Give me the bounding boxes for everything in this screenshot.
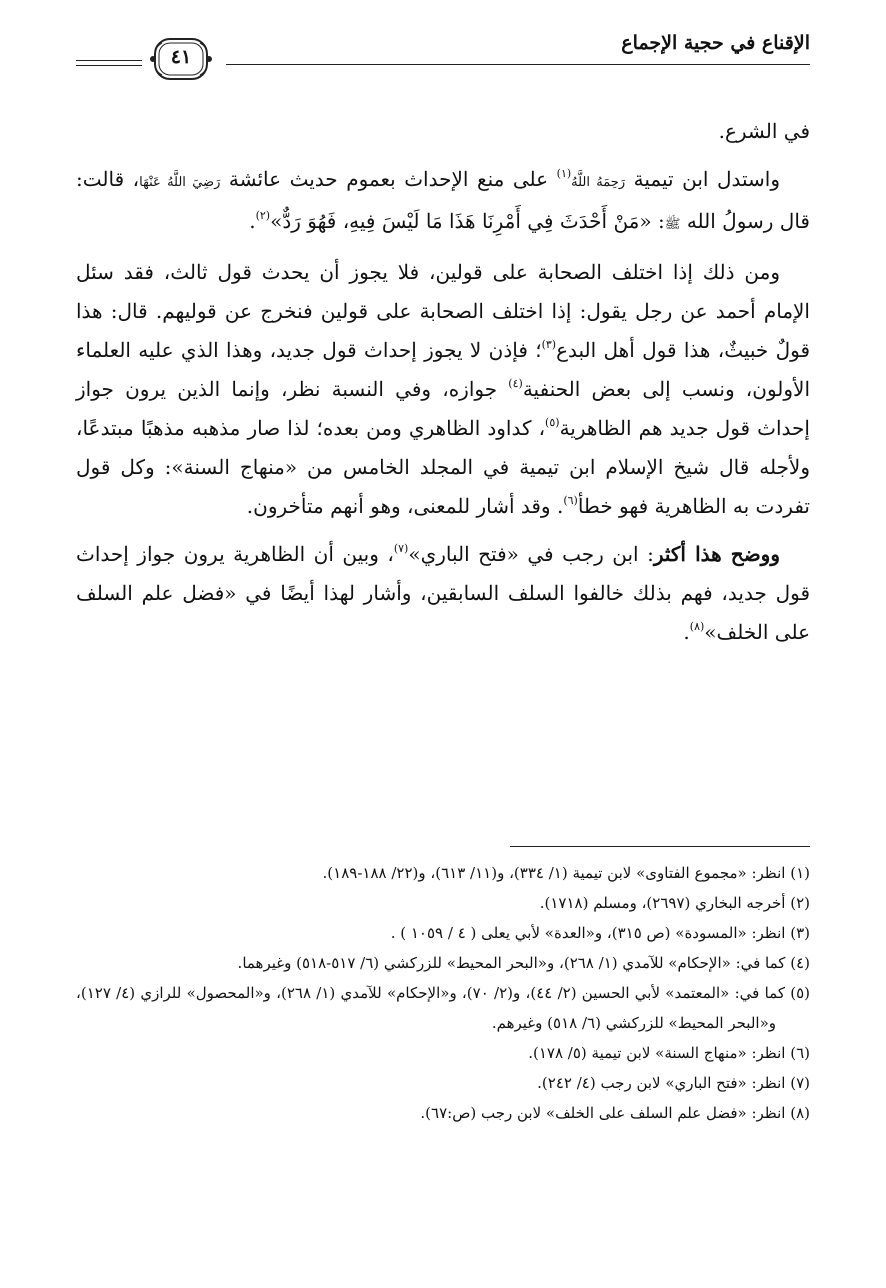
paragraph-3: [76, 253, 810, 526]
paragraph-4: [76, 535, 810, 652]
main-text: [76, 112, 810, 661]
honorific-radiallahu-anha: رَضِيَ اللَّهُ عَنْهَا: [139, 175, 221, 190]
page-number: ٤١: [170, 46, 192, 68]
p3-text-b: ؛ فإذن لا يجوز إحداث قول جديد، وهذا الذي عليه العلماء الأولون، ونسب إلى بعض الحنفية: [76, 338, 810, 401]
footnote-ref-2[interactable]: (٢): [255, 209, 271, 222]
footnote-5: (٥) كما في: «المعتمد» لأبي الحسين (٢/ ٤٤)، و(٢/ ٧٠)، و«الإحكام» للآمدي (١/ ٢٦٨)، و«المحصول» للرازي (٤/ ١٢٧)، و«البحر المحيط» للزركشي (٦/ ٥١٨) وغيرهم.: [76, 984, 810, 1032]
p2-text-e: .: [249, 209, 256, 233]
footnotes: [76, 858, 810, 1128]
hadith-quote: : «مَنْ أَحْدَثَ فِي أَمْرِنَا هَذَا مَا لَيْسَ فِيهِ، فَهُوَ رَدٌّ»: [270, 209, 665, 233]
p4-text-b: ، وبين أن الظاهرية يرون جواز إحداث قول جديد، فهم بذلك خالفوا السلف السابقين، وأشار لهذا أيضًا في «فضل علم السلف على الخلف»: [76, 542, 810, 644]
p4-lead-bold: ووضح هذا أكثر: [653, 542, 780, 566]
running-title: الإقناع في حجية الإجماع: [621, 32, 810, 54]
p4-text-c: .: [683, 620, 690, 644]
footnote-separator: [510, 846, 810, 847]
footnote-ref-3[interactable]: (٣): [541, 338, 557, 351]
header-rule-left: [76, 60, 142, 66]
page-header: [76, 30, 810, 86]
p3-text-d: ، كداود الظاهري ومن بعده؛ لذا صار مذهبه مذهبًا مبتدعًا، ولأجله قال شيخ الإسلام ابن تيمية في المجلد الخامس من «منهاج السنة»: وكل قول تفردت به الظاهرية فهو خطأ: [76, 416, 810, 518]
footnote-ref-7[interactable]: (٧): [393, 542, 409, 555]
page-number-badge: [148, 34, 214, 84]
paragraph-2: [76, 160, 810, 244]
p2-text-a: واستدل ابن تيمية: [633, 167, 781, 191]
honorific-salla-allahu-alayhi: ﷺ: [664, 217, 681, 232]
p2-text-b: على منع الإحداث بعموم حديث عائشة: [228, 167, 557, 191]
p3-text-c: جوازه، وفي النسبة نظر، وإنما الذين يرون جواز إحداث قول جديد هم الظاهرية: [76, 377, 810, 440]
footnote-3: (٣) انظر: «المسودة» (ص ٣١٥)، و«العدة» لأبي يعلى ( ٤ / ١٠٥٩ ) .: [390, 924, 810, 942]
p3-text-e: . وقد أشار للمعنى، وهو أنهم متأخرون.: [246, 494, 564, 518]
paragraph-1: [76, 112, 810, 151]
footnote-2: (٢) أخرجه البخاري (٢٦٩٧)، ومسلم (١٧١٨).: [539, 894, 810, 912]
p4-text-a: : ابن رجب في «فتح الباري»: [408, 542, 654, 566]
footnote-ref-4[interactable]: (٤): [508, 377, 523, 390]
paragraph-1-text: في الشرع.: [718, 119, 810, 143]
footnote-ref-5[interactable]: (٥): [545, 416, 560, 429]
footnote-ref-8[interactable]: (٨): [689, 620, 705, 633]
header-rule-right: [226, 64, 810, 65]
footnote-8: (٨) انظر: «فضل علم السلف على الخلف» لابن رجب (ص:٦٧).: [420, 1104, 810, 1122]
footnote-4: (٤) كما في: «الإحكام» للآمدي (١/ ٢٦٨)، و«البحر المحيط» للزركشي (٦/ ٥١٧-٥١٨) وغيرهما.: [237, 954, 810, 972]
p2-text-c: ، قالت: قال رسولُ الله: [76, 167, 810, 233]
footnote-ref-1[interactable]: (١): [556, 167, 572, 180]
footnote-1: (١) انظر: «مجموع الفتاوى» لابن تيمية (١/ ٣٣٤)، و(١١/ ٦١٣)، و(٢٢/ ١٨٨-١٨٩).: [322, 864, 810, 882]
footnote-ref-6[interactable]: (٦): [563, 494, 578, 507]
honorific-rahimahullah: رَحِمَهُ اللَّهُ: [571, 175, 626, 190]
footnote-6: (٦) انظر: «منهاج السنة» لابن تيمية (٥/ ١٧٨).: [528, 1044, 810, 1062]
footnote-7: (٧) انظر: «فتح الباري» لابن رجب (٤/ ٢٤٢).: [537, 1074, 810, 1092]
p3-text-a: ومن ذلك إذا اختلف الصحابة على قولين، فلا يجوز أن يحدث قول ثالث، فقد سئل الإمام أحمد عن رجل يقول: إذا اختلف الصحابة على قولين فنخرج عن قوليهم. قال: هذا قولٌ خبيثٌ، هذا قول أهل البدع: [76, 260, 811, 362]
